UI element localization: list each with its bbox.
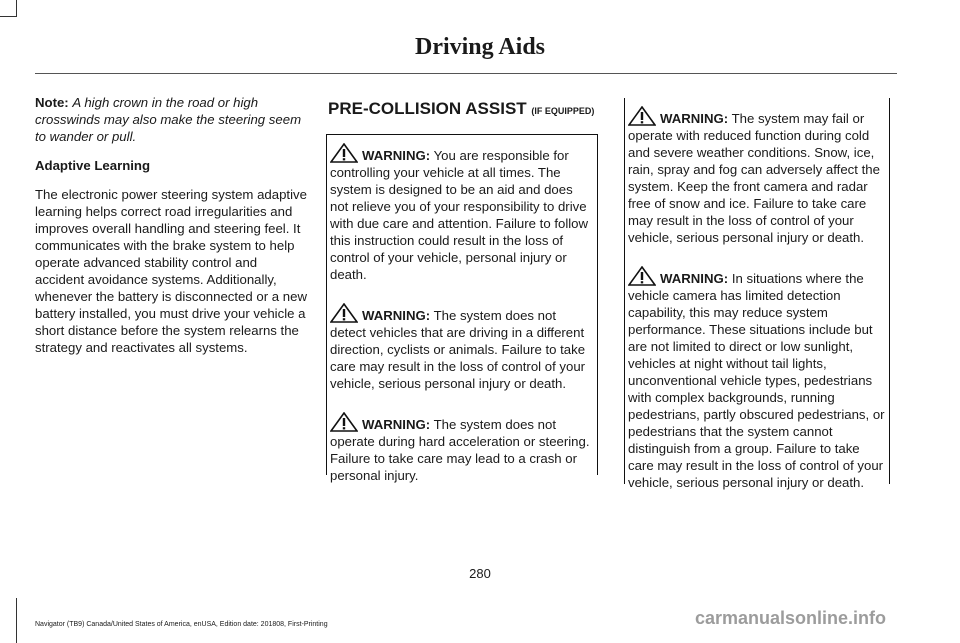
section-heading-tag: (IF EQUIPPED) [531, 106, 595, 116]
warning-text: In situations where the vehicle camera has limited detection capability, this may reduce system performance. These situations include but are not limited to direct or low sunlight, vehicles at night without tail lights, unconventional vehicle types, pedestrians with complex backgrounds, running pedestrians, partly obscured pedestrians, or pedestrians that the system cannot distinguish from a group. Failure to take care may result in the loss of control of your vehicle, serious personal injury or death. [628, 271, 885, 490]
warning-4 [625, 98, 889, 254]
warning-1 [327, 135, 597, 291]
warning-5 [625, 258, 889, 499]
crop-mark-bottom-left [0, 598, 17, 643]
warning-text: The system does not detect vehicles that are driving in a different direction, cyclists or animals. Failure to take care may result in the loss of control of your vehicle, serious personal injury or death. [330, 308, 586, 391]
warning-triangle-icon [330, 303, 358, 323]
adaptive-learning-paragraph: The electronic power steering system adaptive learning helps correct road irregularities and improves overall handling and steering feel. It communicates with the brake system to help operate advanced stability control and accident avoidance systems. Additionally, whenever the battery is disconnected or a new battery installed, you must drive your vehicle a short distance before the system relearns the strategy and reactivates all systems. [35, 187, 307, 355]
page-number: 280 [469, 566, 491, 581]
warning-label: WARNING: [362, 148, 431, 163]
warning-triangle-icon [330, 412, 358, 432]
warning-block-middle [326, 134, 598, 483]
warning-label: WARNING: [660, 111, 729, 126]
warning-label: WARNING: [660, 271, 729, 286]
edition-line: Navigator (TB9) Canada/United States of America, enUSA, Edition date: 201808, First-Printing [35, 621, 328, 628]
crop-mark-top-left [0, 0, 17, 17]
note-paragraph [35, 94, 307, 145]
section-heading-text: PRE-COLLISION ASSIST [328, 99, 527, 118]
watermark-text: carmanualsonline.info [695, 608, 887, 628]
warning-triangle-icon [330, 143, 358, 163]
warning-text: The system does not operate during hard acceleration or steering. Failure to take care may lead to a crash or personal injury. [330, 417, 590, 483]
warning-block-right [624, 98, 890, 490]
header-divider [35, 73, 897, 74]
column-left [35, 94, 307, 368]
section-heading [328, 99, 596, 119]
warning-3 [327, 404, 597, 492]
note-label: Note: [35, 95, 69, 110]
warning-2 [327, 295, 597, 400]
page-title: Driving Aids [414, 34, 546, 60]
warning-text: The system may fail or operate with reduced function during cold and severe weather conditions. Snow, ice, rain, spray and fog can adversely affect the system. Keep the front camera and radar free of snow and ice. Failure to take care may result in the loss of control of your vehicle, serious personal injury or death. [628, 111, 880, 245]
warning-label: WARNING: [362, 417, 431, 432]
warning-label: WARNING: [362, 308, 431, 323]
warning-triangle-icon [628, 106, 656, 126]
warning-text: You are responsible for controlling your vehicle at all times. The system is designed to be an aid and does not relieve you of your responsibility to drive with due care and attention. Failure to follow this instruction could result in the loss of control of your vehicle, personal injury or death. [330, 148, 589, 282]
subheading-adaptive-learning: Adaptive Learning [35, 158, 151, 173]
warning-triangle-icon [628, 266, 656, 286]
note-text: A high crown in the road or high crosswinds may also make the steering seem to wander or pull. [35, 95, 302, 144]
